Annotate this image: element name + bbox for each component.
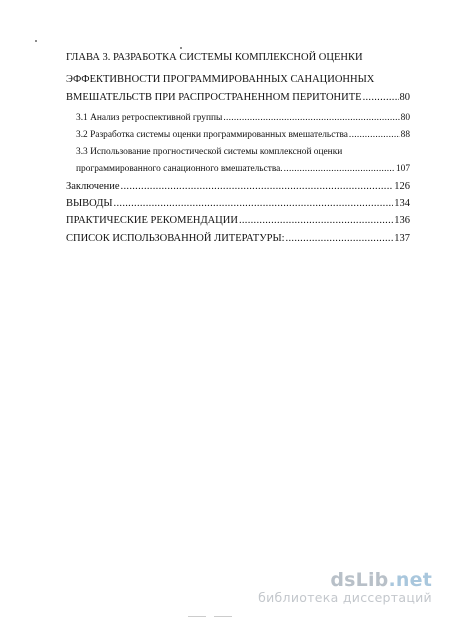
watermark-subtitle: библиотека диссертаций	[258, 590, 432, 605]
toc-entry-recommendations: ПРАКТИЧЕСКИЕ РЕКОМЕНДАЦИИ ..... 136	[66, 214, 410, 228]
watermark-logo: dsLib.net	[330, 569, 432, 591]
page-number: 80	[400, 113, 410, 123]
toc-chapter3-line1: ГЛАВА 3. РАЗРАБОТКА СИСТЕМЫ КОМПЛЕКСНОЙ ОЦЕНКИ	[66, 52, 363, 63]
toc-entry-3-1: 3.1 Анализ ретроспективной группы ..... 80	[66, 111, 410, 125]
toc-entry-3-3-line1: 3.3 Использование прогностической системы комплексной оценки	[76, 147, 343, 157]
page-number: 137	[394, 233, 410, 244]
scan-edge-mark	[214, 616, 232, 617]
toc-chapter3-line3: ВМЕШАТЕЛЬСТВ ПРИ РАСПРОСТРАНЕННОМ ПЕРИТОНИТЕ ..... 80	[66, 91, 410, 105]
toc-entry-3-2: 3.2 Разработка системы оценки программированных вмешательства ..... 88	[66, 128, 410, 142]
page-number: 136	[394, 215, 410, 226]
watermark	[258, 570, 432, 606]
page-number: 88	[400, 130, 410, 140]
page-number: 107	[395, 164, 410, 174]
toc-entry-findings: ВЫВОДЫ ..... 134	[66, 197, 410, 211]
scan-speck	[180, 47, 182, 49]
page-number: 134	[394, 198, 410, 209]
toc-entry-references: СПИСОК ИСПОЛЬЗОВАННОЙ ЛИТЕРАТУРЫ: ..... 137	[66, 232, 410, 246]
scan-speck	[35, 40, 37, 42]
toc-chapter3-line2: ЭФФЕКТИВНОСТИ ПРОГРАММИРОВАННЫХ САНАЦИОННЫХ	[66, 74, 375, 85]
scan-edge-mark	[188, 616, 206, 617]
page-number: 126	[394, 181, 410, 192]
page-number: 80	[399, 92, 410, 103]
toc-entry-conclusion: Заключение ..... 126	[66, 180, 410, 194]
toc-entry-3-3-line2: программированного санационного вмешательства. ..... 107	[66, 162, 410, 176]
